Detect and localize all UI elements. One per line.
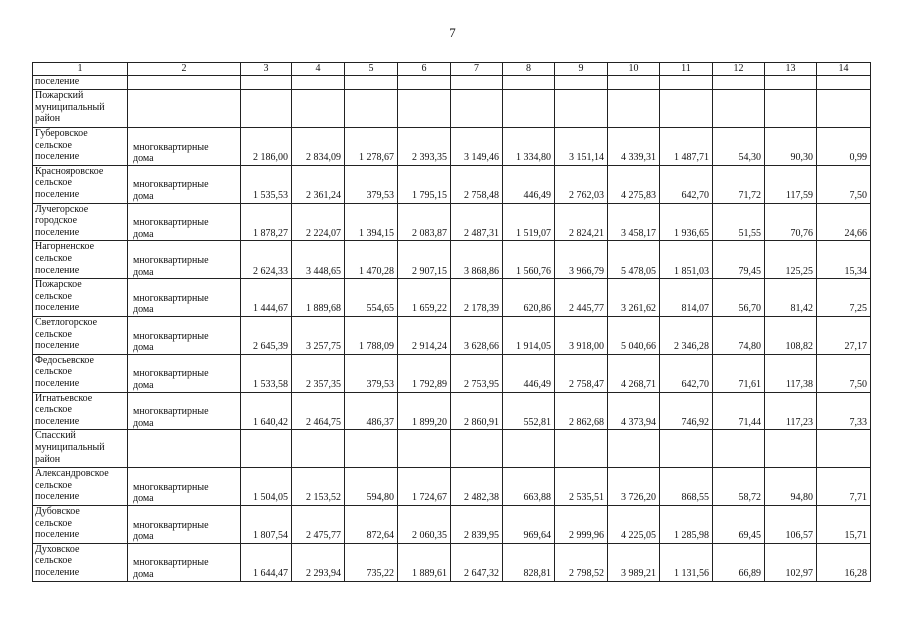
value-cell [345, 430, 398, 468]
value-cell: 7,50 [817, 165, 871, 203]
table-body [33, 63, 871, 582]
housing-type-cell: многоквартирные дома [128, 279, 241, 317]
value-cell: 1 889,68 [292, 279, 345, 317]
value-cell [503, 75, 555, 90]
housing-type-cell: многоквартирные дома [128, 241, 241, 279]
value-cell: 5 478,05 [608, 241, 660, 279]
value-cell: 2 153,52 [292, 468, 345, 506]
table-row [33, 468, 871, 506]
settlement-name-cell: Спасский муниципальный район [33, 430, 128, 468]
value-cell [345, 75, 398, 90]
value-cell: 24,66 [817, 203, 871, 241]
value-cell [451, 430, 503, 468]
tariff-table [32, 62, 871, 582]
page-number: 7 [449, 25, 456, 40]
housing-type-cell: многоквартирные дома [128, 505, 241, 543]
value-cell: 2 645,39 [241, 316, 292, 354]
value-cell: 3 458,17 [608, 203, 660, 241]
value-cell [503, 90, 555, 128]
value-cell [292, 430, 345, 468]
value-cell: 58,72 [713, 468, 765, 506]
settlement-name-cell: поселение [33, 75, 128, 90]
table-row [33, 279, 871, 317]
value-cell [817, 75, 871, 90]
value-cell: 1 519,07 [503, 203, 555, 241]
settlement-name-cell: Лучегорское городское поселение [33, 203, 128, 241]
value-cell: 1 659,22 [398, 279, 451, 317]
value-cell: 2 834,09 [292, 127, 345, 165]
value-cell: 74,80 [713, 316, 765, 354]
value-cell: 2 464,75 [292, 392, 345, 430]
value-cell [817, 430, 871, 468]
value-cell: 4 339,31 [608, 127, 660, 165]
value-cell: 3 628,66 [451, 316, 503, 354]
value-cell [765, 430, 817, 468]
value-cell: 2 624,33 [241, 241, 292, 279]
value-cell: 3 261,62 [608, 279, 660, 317]
value-cell: 125,25 [765, 241, 817, 279]
value-cell [713, 75, 765, 90]
value-cell: 4 373,94 [608, 392, 660, 430]
value-cell: 594,80 [345, 468, 398, 506]
value-cell: 117,38 [765, 354, 817, 392]
table-row [33, 430, 871, 468]
value-cell: 642,70 [660, 354, 713, 392]
settlement-name-cell: Пожарский муниципальный район [33, 90, 128, 128]
table-row [33, 241, 871, 279]
value-cell: 7,71 [817, 468, 871, 506]
value-cell [345, 90, 398, 128]
value-cell: 2 393,35 [398, 127, 451, 165]
value-cell: 3 257,75 [292, 316, 345, 354]
value-cell: 117,59 [765, 165, 817, 203]
value-cell: 2 224,07 [292, 203, 345, 241]
value-cell: 1 851,03 [660, 241, 713, 279]
settlement-name-cell: Светлогорское сельское поселение [33, 316, 128, 354]
value-cell [503, 430, 555, 468]
value-cell: 2 907,15 [398, 241, 451, 279]
column-header: 10 [608, 63, 660, 76]
value-cell: 71,61 [713, 354, 765, 392]
value-cell: 1 792,89 [398, 354, 451, 392]
value-cell: 2 357,35 [292, 354, 345, 392]
housing-type-cell [128, 430, 241, 468]
housing-type-cell: многоквартирные дома [128, 392, 241, 430]
value-cell: 2 758,47 [555, 354, 608, 392]
value-cell: 3 448,65 [292, 241, 345, 279]
column-header: 6 [398, 63, 451, 76]
column-header: 7 [451, 63, 503, 76]
value-cell: 2 060,35 [398, 505, 451, 543]
value-cell: 2 762,03 [555, 165, 608, 203]
value-cell: 108,82 [765, 316, 817, 354]
value-cell: 2 293,94 [292, 543, 345, 581]
value-cell: 71,72 [713, 165, 765, 203]
table-row [33, 354, 871, 392]
table-row [33, 505, 871, 543]
value-cell [765, 75, 817, 90]
column-header: 11 [660, 63, 713, 76]
value-cell: 969,64 [503, 505, 555, 543]
value-cell: 2 346,28 [660, 316, 713, 354]
value-cell: 3 726,20 [608, 468, 660, 506]
value-cell: 27,17 [817, 316, 871, 354]
value-cell [555, 75, 608, 90]
value-cell: 446,49 [503, 354, 555, 392]
column-header: 14 [817, 63, 871, 76]
value-cell: 15,71 [817, 505, 871, 543]
table-row [33, 165, 871, 203]
value-cell: 379,53 [345, 354, 398, 392]
value-cell [292, 75, 345, 90]
value-cell: 1 535,53 [241, 165, 292, 203]
value-cell: 3 918,00 [555, 316, 608, 354]
value-cell: 1 788,09 [345, 316, 398, 354]
value-cell: 4 268,71 [608, 354, 660, 392]
value-cell: 54,30 [713, 127, 765, 165]
value-cell: 1 131,56 [660, 543, 713, 581]
housing-type-cell: многоквартирные дома [128, 468, 241, 506]
settlement-name-cell: Краснояровское сельское поселение [33, 165, 128, 203]
value-cell: 1 644,47 [241, 543, 292, 581]
value-cell: 828,81 [503, 543, 555, 581]
value-cell: 552,81 [503, 392, 555, 430]
housing-type-cell: многоквартирные дома [128, 354, 241, 392]
value-cell: 1 795,15 [398, 165, 451, 203]
value-cell: 1 504,05 [241, 468, 292, 506]
value-cell: 379,53 [345, 165, 398, 203]
column-header: 2 [128, 63, 241, 76]
value-cell: 1 560,76 [503, 241, 555, 279]
value-cell: 2 862,68 [555, 392, 608, 430]
value-cell [660, 90, 713, 128]
value-cell [608, 75, 660, 90]
value-cell [555, 430, 608, 468]
value-cell: 1 470,28 [345, 241, 398, 279]
value-cell: 2 860,91 [451, 392, 503, 430]
value-cell: 51,55 [713, 203, 765, 241]
value-cell: 2 753,95 [451, 354, 503, 392]
column-header: 4 [292, 63, 345, 76]
value-cell: 81,42 [765, 279, 817, 317]
value-cell: 0,99 [817, 127, 871, 165]
value-cell [660, 75, 713, 90]
value-cell: 2 647,32 [451, 543, 503, 581]
column-header: 5 [345, 63, 398, 76]
table-row [33, 75, 871, 90]
value-cell: 2 999,96 [555, 505, 608, 543]
value-cell: 1 807,54 [241, 505, 292, 543]
value-cell: 1 285,98 [660, 505, 713, 543]
value-cell: 3 149,46 [451, 127, 503, 165]
settlement-name-cell: Пожарское сельское поселение [33, 279, 128, 317]
value-cell: 15,34 [817, 241, 871, 279]
value-cell: 3 868,86 [451, 241, 503, 279]
table-header-row [33, 63, 871, 76]
settlement-name-cell: Губеровское сельское поселение [33, 127, 128, 165]
value-cell: 3 151,14 [555, 127, 608, 165]
settlement-name-cell: Духовское сельское поселение [33, 543, 128, 581]
value-cell: 486,37 [345, 392, 398, 430]
value-cell: 94,80 [765, 468, 817, 506]
value-cell: 2 758,48 [451, 165, 503, 203]
value-cell: 2 839,95 [451, 505, 503, 543]
value-cell: 2 178,39 [451, 279, 503, 317]
value-cell: 1 533,58 [241, 354, 292, 392]
value-cell: 868,55 [660, 468, 713, 506]
value-cell [451, 90, 503, 128]
value-cell: 1 394,15 [345, 203, 398, 241]
value-cell: 554,65 [345, 279, 398, 317]
column-header: 13 [765, 63, 817, 76]
value-cell: 2 475,77 [292, 505, 345, 543]
value-cell [398, 430, 451, 468]
value-cell: 16,28 [817, 543, 871, 581]
value-cell [555, 90, 608, 128]
value-cell [660, 430, 713, 468]
value-cell [398, 90, 451, 128]
column-header: 8 [503, 63, 555, 76]
settlement-name-cell: Александровское сельское поселение [33, 468, 128, 506]
value-cell: 1 278,67 [345, 127, 398, 165]
value-cell: 7,25 [817, 279, 871, 317]
value-cell: 1 724,67 [398, 468, 451, 506]
value-cell: 79,45 [713, 241, 765, 279]
value-cell: 90,30 [765, 127, 817, 165]
housing-type-cell: многоквартирные дома [128, 316, 241, 354]
value-cell: 872,64 [345, 505, 398, 543]
value-cell: 69,45 [713, 505, 765, 543]
table-row [33, 316, 871, 354]
settlement-name-cell: Игнатьевское сельское поселение [33, 392, 128, 430]
value-cell [817, 90, 871, 128]
settlement-name-cell: Нагорненское сельское поселение [33, 241, 128, 279]
value-cell: 2 445,77 [555, 279, 608, 317]
housing-type-cell: многоквартирные дома [128, 543, 241, 581]
value-cell: 3 966,79 [555, 241, 608, 279]
value-cell: 102,97 [765, 543, 817, 581]
value-cell: 2 482,38 [451, 468, 503, 506]
value-cell: 1 878,27 [241, 203, 292, 241]
value-cell: 746,92 [660, 392, 713, 430]
value-cell [241, 90, 292, 128]
value-cell: 106,57 [765, 505, 817, 543]
housing-type-cell [128, 75, 241, 90]
value-cell: 2 186,00 [241, 127, 292, 165]
value-cell: 117,23 [765, 392, 817, 430]
table-row [33, 543, 871, 581]
value-cell [608, 430, 660, 468]
value-cell: 2 798,52 [555, 543, 608, 581]
value-cell [608, 90, 660, 128]
value-cell: 663,88 [503, 468, 555, 506]
value-cell [241, 75, 292, 90]
value-cell: 5 040,66 [608, 316, 660, 354]
housing-type-cell: многоквартирные дома [128, 127, 241, 165]
value-cell: 814,07 [660, 279, 713, 317]
value-cell: 1 444,67 [241, 279, 292, 317]
value-cell: 1 640,42 [241, 392, 292, 430]
value-cell: 1 889,61 [398, 543, 451, 581]
value-cell [765, 90, 817, 128]
value-cell: 66,89 [713, 543, 765, 581]
value-cell [713, 90, 765, 128]
value-cell: 1 487,71 [660, 127, 713, 165]
value-cell: 2 914,24 [398, 316, 451, 354]
value-cell: 2 535,51 [555, 468, 608, 506]
value-cell: 620,86 [503, 279, 555, 317]
housing-type-cell: многоквартирные дома [128, 165, 241, 203]
value-cell [398, 75, 451, 90]
value-cell: 70,76 [765, 203, 817, 241]
value-cell: 2 487,31 [451, 203, 503, 241]
value-cell: 71,44 [713, 392, 765, 430]
column-header: 1 [33, 63, 128, 76]
value-cell: 2 361,24 [292, 165, 345, 203]
settlement-name-cell: Дубовское сельское поселение [33, 505, 128, 543]
value-cell: 446,49 [503, 165, 555, 203]
column-header: 9 [555, 63, 608, 76]
value-cell: 1 936,65 [660, 203, 713, 241]
value-cell: 1 334,80 [503, 127, 555, 165]
value-cell: 2 824,21 [555, 203, 608, 241]
value-cell: 7,33 [817, 392, 871, 430]
value-cell [451, 75, 503, 90]
housing-type-cell [128, 90, 241, 128]
value-cell [292, 90, 345, 128]
value-cell: 4 225,05 [608, 505, 660, 543]
column-header: 3 [241, 63, 292, 76]
table-row [33, 203, 871, 241]
settlement-name-cell: Федосьевское сельское поселение [33, 354, 128, 392]
value-cell: 4 275,83 [608, 165, 660, 203]
housing-type-cell: многоквартирные дома [128, 203, 241, 241]
value-cell: 3 989,21 [608, 543, 660, 581]
value-cell [713, 430, 765, 468]
value-cell: 56,70 [713, 279, 765, 317]
table-row [33, 127, 871, 165]
value-cell: 1 914,05 [503, 316, 555, 354]
table-row [33, 392, 871, 430]
value-cell: 642,70 [660, 165, 713, 203]
value-cell: 735,22 [345, 543, 398, 581]
value-cell: 2 083,87 [398, 203, 451, 241]
table-row [33, 90, 871, 128]
value-cell [241, 430, 292, 468]
column-header: 12 [713, 63, 765, 76]
value-cell: 1 899,20 [398, 392, 451, 430]
value-cell: 7,50 [817, 354, 871, 392]
